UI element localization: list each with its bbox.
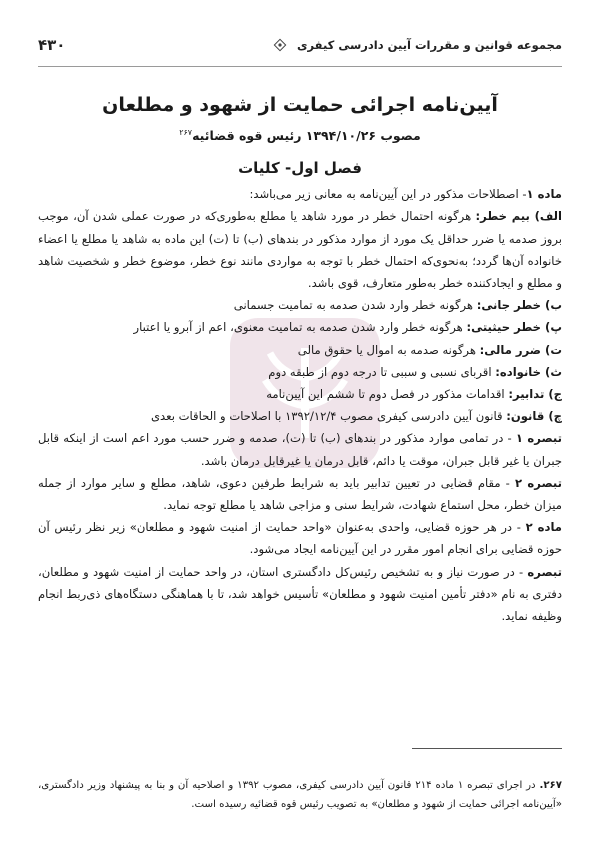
page-number: ۴۳۰ xyxy=(38,36,66,54)
paragraph-text: - در تمامی موارد مذکور در بندهای (ب) تا (ت)، صدمه و ضرر حسب مورد اعم است از اینکه قابل جبران یا غیر قابل جبران، موقت یا دائم، قابل درمان یا غیرقابل درمان باشد. xyxy=(38,431,562,468)
article-paragraph xyxy=(38,516,562,560)
footnote-ref: ۲۶۷ xyxy=(179,128,193,137)
paragraph-text: قانون آیین دادرسی کیفری مصوب ۱۳۹۲/۱۲/۴ با اصلاحات و الحاقات بعدی xyxy=(150,409,507,424)
paragraph-label: الف) بیم خطر: xyxy=(475,209,563,224)
paragraph-label: ث) خانواده: xyxy=(495,364,562,379)
running-title: مجموعه قوانین و مقررات آیین دادرسی کیفری xyxy=(296,38,562,52)
page-content xyxy=(38,94,562,627)
paragraph-label: تبصره xyxy=(527,564,562,579)
paragraph-text: - مقام قضایی در تعیین تدابیر باید به شرایط طرفین دعوی، شاهد، مطلع و سایر موارد از جمله میزان خطر، محل استماع شهادت، شرایط سنی و مزاجی شاهد یا مطلع توجه نماید. xyxy=(38,475,562,512)
paragraph-text: هرگونه صدمه به اموال یا حقوق مالی xyxy=(297,342,480,357)
paragraph-text: اقربای نسبی و سببی تا درجه دوم از طبقه دوم xyxy=(268,364,496,379)
approval-text: مصوب ۱۳۹۴/۱۰/۲۶ رئیس قوه قضائیه xyxy=(192,128,421,144)
footnote-number: ۲۶۷. xyxy=(539,780,562,792)
article-paragraph xyxy=(38,361,562,383)
paragraph-text: هرگونه خطر وارد شدن صدمه به تمامیت جسمانی xyxy=(233,298,477,313)
article-paragraph xyxy=(38,405,562,427)
article-paragraph xyxy=(38,316,562,338)
article-paragraph xyxy=(38,339,562,361)
approval-line xyxy=(38,128,562,143)
document-title: آیین‌نامه اجرائی حمایت از شهود و مطلعان xyxy=(102,94,498,116)
paragraph-label: ج) تدابیر: xyxy=(508,386,562,401)
article-paragraph xyxy=(38,472,562,516)
paragraph-text: هرگونه احتمال خطر در مورد شاهد یا مطلع به‌طوری‌که در صورت عملی شدن آن، موجب بروز صدمه یا ضرر حداقل یک مورد از موارد مذکور در بندهای (ب) تا (ت) این ماده به شاهد یا مطلع یا اعضاء خانواده آن‌ها گردد؛ به‌نحوی‌که احتمال خطر با توجه به مواردی مانند نوع خطر، موضوع خطر و شخصیت شاهد و مطلع و ایجادکننده خطر به‌طور متعارف، قوی باشد. xyxy=(38,209,562,290)
article-paragraph xyxy=(38,205,562,294)
footnote-text: در اجرای تبصره ۱ ماده ۲۱۴ قانون آیین دادرسی کیفری، مصوب ۱۳۹۲ و اصلاحیه آن و بنا به پیشنهاد وزیر دادگستری، «آیین‌نامه اجرائی حمایت از شهود و مطلعان» به تصویب رئیس قوه قضائیه رسیده است. xyxy=(38,780,562,811)
article-paragraph xyxy=(38,383,562,405)
paragraph-text: - در هر حوزه قضایی، واحدی به‌عنوان «واحد حمایت از امنیت شهود و مطلعان» زیر نظر رئیس آن حوزه قضایی برای انجام امور مقرر در این آیین‌نامه ایجاد می‌شود. xyxy=(38,520,562,557)
paragraph-label: ت) ضرر مالی: xyxy=(479,342,562,357)
chapter-heading: فصل اول- کلیات xyxy=(238,159,362,178)
paragraph-label: تبصره ۱ xyxy=(515,431,562,446)
article-paragraph xyxy=(38,427,562,471)
page-header xyxy=(38,30,562,67)
paragraph-label: تبصره ۲ xyxy=(514,475,562,490)
paragraph-text: - اصطلاحات مذکور در این آیین‌نامه به معانی زیر می‌باشد: xyxy=(249,187,527,202)
paragraph-label: ماده ۱ xyxy=(526,187,562,202)
article-paragraph xyxy=(38,183,562,205)
footnote xyxy=(38,776,562,814)
paragraph-text: اقدامات مذکور در فصل دوم تا ششم این آیین‌نامه xyxy=(266,386,509,401)
paragraph-label: پ) خطر حیثیتی: xyxy=(466,320,562,335)
paragraph-label: ماده ۲ xyxy=(525,520,562,535)
paragraph-text: هرگونه خطر وارد شدن صدمه به تمامیت معنوی، اعم از آبرو یا اعتبار xyxy=(133,320,467,335)
paragraph-text: - در صورت نیاز و به تشخیص رئیس‌کل دادگستری استان، در واحد حمایت از امنیت شهود و مطلعان، دفتری به نام «دفتر تأمین امنیت شهود و مطلعان» تأسیس خواهد شد، تا با هماهنگی دستگاه‌های ذی‌ربط انجام وظیفه نماید. xyxy=(38,564,562,624)
paragraph-label: ب) خطر جانی: xyxy=(476,298,562,313)
paragraph-label: چ) قانون: xyxy=(506,409,562,424)
article-body xyxy=(38,183,562,627)
article-paragraph xyxy=(38,294,562,316)
article-paragraph xyxy=(38,561,562,628)
footnote-divider xyxy=(412,748,562,749)
diamond-ornament-icon xyxy=(273,38,287,52)
